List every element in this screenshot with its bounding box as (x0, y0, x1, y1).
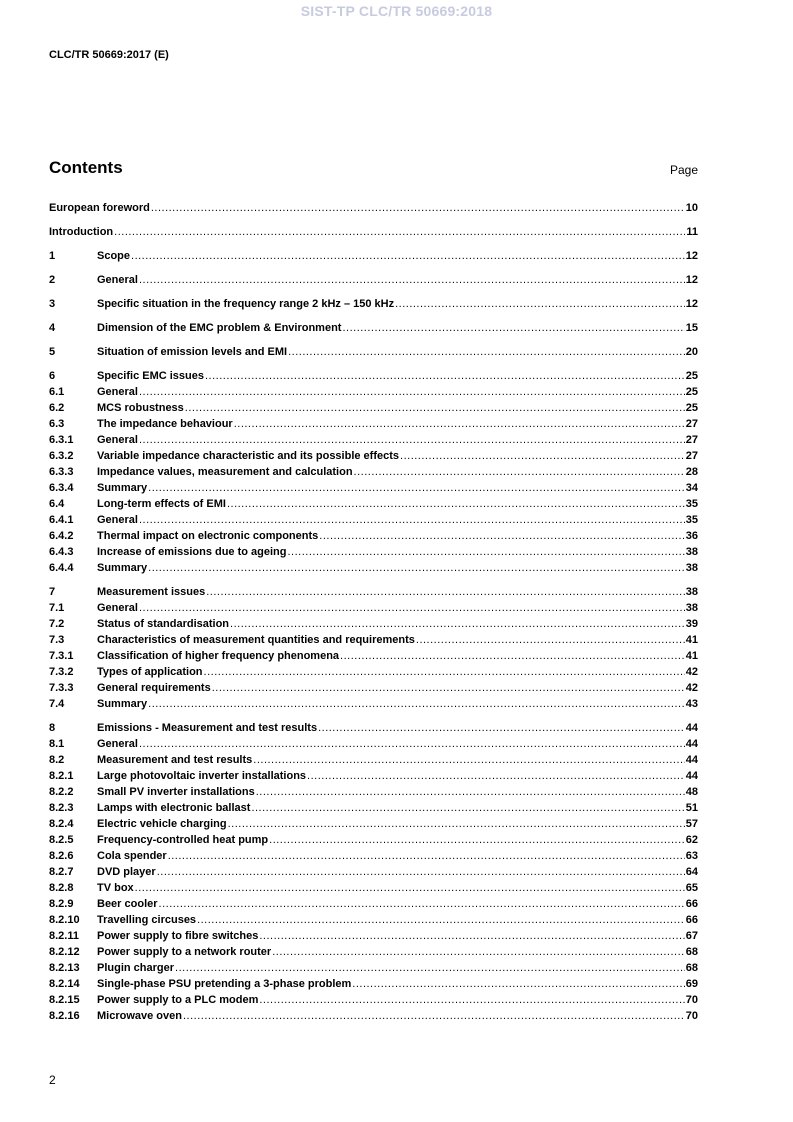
toc-leader-dots (139, 272, 685, 288)
toc-entry-page: 38 (685, 546, 698, 558)
toc-entry-title: Specific EMC issues (97, 370, 204, 382)
toc-entry-number: 8.2.12 (49, 946, 80, 958)
toc-leader-dots (139, 736, 685, 752)
toc-entry[interactable] (49, 680, 698, 696)
toc-entry-page: 27 (685, 418, 698, 430)
toc-entry-number: 6.4.1 (49, 514, 74, 526)
toc-leader-dots (183, 1008, 685, 1024)
toc-entry-page: 44 (685, 770, 698, 782)
toc-entry-title: Specific situation in the frequency range 2 kHz – 150 kHz (97, 298, 395, 310)
toc-entry-number: 8.2.1 (49, 770, 74, 782)
toc-entry-page: 43 (685, 698, 698, 710)
toc-entry-title: Status of standardisation (97, 618, 230, 630)
toc-entry-number: 8.2.5 (49, 834, 74, 846)
toc-entry-title: Electric vehicle charging (97, 818, 227, 830)
toc-entry[interactable] (49, 664, 698, 680)
toc-entry-title: General (97, 274, 138, 286)
page-column-label: Page (669, 163, 698, 177)
toc-leader-dots (148, 696, 685, 712)
contents-heading: Contents (49, 158, 123, 177)
toc-leader-dots (114, 224, 685, 240)
toc-entry-page: 57 (685, 818, 698, 830)
toc-leader-dots (342, 320, 684, 336)
toc-entry-number: 3 (49, 298, 56, 310)
toc-entry-page: 70 (685, 1010, 698, 1022)
toc-leader-dots (354, 464, 685, 480)
document-id: CLC/TR 50669:2017 (E) (49, 49, 169, 61)
toc-entry-title: Beer cooler (97, 898, 158, 910)
toc-entry-page: 35 (685, 498, 698, 510)
toc-entry-page: 41 (685, 634, 698, 646)
toc-entry-title: Single-phase PSU pretending a 3-phase problem (97, 978, 352, 990)
toc-leader-dots (131, 248, 685, 264)
toc-entry-number: 8.2.14 (49, 978, 80, 990)
toc-leader-dots (197, 912, 685, 928)
toc-entry-title: Long-term effects of EMI (97, 498, 226, 510)
toc-entry-number: 6.3.2 (49, 450, 74, 462)
toc-entry-page: 63 (685, 850, 698, 862)
toc-entry[interactable] (49, 224, 698, 240)
page-number: 2 (49, 1073, 56, 1087)
toc-entry-number: 6.4.3 (49, 546, 74, 558)
toc-entry-page: 15 (685, 322, 698, 334)
toc-leader-dots (340, 648, 685, 664)
toc-entry-page: 41 (685, 650, 698, 662)
toc-entry-title: Dimension of the EMC problem & Environment (97, 322, 342, 334)
toc-leader-dots (230, 616, 685, 632)
toc-entry-number: 6.3.3 (49, 466, 74, 478)
toc-entry-number: 7.3.1 (49, 650, 74, 662)
toc-entry[interactable] (49, 752, 698, 768)
toc-entry[interactable] (49, 896, 698, 912)
toc-entry-number: 2 (49, 274, 56, 286)
toc-entry[interactable] (49, 448, 698, 464)
toc-entry[interactable] (49, 432, 698, 448)
toc-entry-number: 6.1 (49, 386, 65, 398)
toc-entry-title: Types of application (97, 666, 203, 678)
toc-entry-page: 36 (685, 530, 698, 542)
table-of-contents (49, 200, 698, 1024)
toc-leader-dots (318, 720, 685, 736)
toc-entry-page: 38 (685, 586, 698, 598)
toc-entry-number: 4 (49, 322, 56, 334)
toc-leader-dots (259, 992, 684, 1008)
toc-leader-dots (148, 480, 685, 496)
toc-entry-title: Increase of emissions due to ageing (97, 546, 287, 558)
toc-entry-title: Summary (97, 562, 148, 574)
toc-entry-number: 8.2 (49, 754, 65, 766)
toc-leader-dots (139, 600, 685, 616)
toc-entry-page: 38 (685, 562, 698, 574)
toc-entry-page: 25 (685, 370, 698, 382)
toc-leader-dots (139, 384, 685, 400)
toc-entry-number: 8.2.6 (49, 850, 74, 862)
toc-entry-title: Large photovoltaic inverter installations (97, 770, 307, 782)
toc-entry-page: 10 (685, 202, 698, 214)
toc-entry-number: 7.3.2 (49, 666, 74, 678)
toc-entry[interactable] (49, 584, 698, 600)
toc-leader-dots (185, 400, 685, 416)
toc-entry-page: 42 (685, 666, 698, 678)
toc-entry[interactable] (49, 200, 698, 216)
toc-entry-number: 8 (49, 722, 56, 734)
toc-leader-dots (204, 664, 685, 680)
toc-entry-title: General (97, 602, 138, 614)
toc-leader-dots (416, 632, 685, 648)
toc-entry[interactable] (49, 912, 698, 928)
toc-entry-number: 8.2.4 (49, 818, 74, 830)
toc-entry[interactable] (49, 544, 698, 560)
toc-entry[interactable] (49, 928, 698, 944)
toc-entry[interactable] (49, 832, 698, 848)
toc-entry-number: 1 (49, 250, 56, 262)
toc-entry-page: 20 (685, 346, 698, 358)
toc-entry-title: MCS robustness (97, 402, 184, 414)
toc-entry[interactable] (49, 400, 698, 416)
toc-entry-number: 8.2.13 (49, 962, 80, 974)
toc-entry-page: 35 (685, 514, 698, 526)
toc-entry-number: 6.4.4 (49, 562, 74, 574)
toc-leader-dots (168, 848, 685, 864)
toc-entry[interactable] (49, 296, 698, 312)
toc-entry[interactable] (49, 248, 698, 264)
toc-entry-number: 7.2 (49, 618, 65, 630)
toc-entry-title: Summary (97, 482, 148, 494)
toc-entry-number: 5 (49, 346, 56, 358)
toc-entry-number: 6 (49, 370, 56, 382)
toc-entry-title: General (97, 434, 138, 446)
toc-leader-dots (205, 368, 685, 384)
toc-entry-title: Plugin charger (97, 962, 175, 974)
toc-entry[interactable] (49, 344, 698, 360)
toc-leader-dots (400, 448, 685, 464)
toc-entry-title: Small PV inverter installations (97, 786, 255, 798)
toc-entry[interactable] (49, 384, 698, 400)
toc-entry-page: 44 (685, 754, 698, 766)
toc-entry-page: 65 (685, 882, 698, 894)
toc-entry-page: 12 (685, 298, 698, 310)
toc-entry-title: Cola spender (97, 850, 167, 862)
toc-entry-page: 48 (685, 786, 698, 798)
toc-entry-title: Measurement and test results (97, 754, 253, 766)
toc-leader-dots (256, 784, 685, 800)
toc-leader-dots (307, 768, 685, 784)
toc-entry-page: 70 (685, 994, 698, 1006)
toc-entry-number: 8.2.3 (49, 802, 74, 814)
toc-leader-dots (234, 416, 685, 432)
toc-entry-number: 7.3 (49, 634, 65, 646)
toc-entry-title: Travelling circuses (97, 914, 197, 926)
toc-entry-number: 6.4.2 (49, 530, 74, 542)
toc-entry[interactable] (49, 960, 698, 976)
toc-entry[interactable] (49, 464, 698, 480)
toc-entry[interactable] (49, 416, 698, 432)
toc-entry-page: 27 (685, 450, 698, 462)
toc-entry-title: Microwave oven (97, 1010, 182, 1022)
toc-entry[interactable] (49, 480, 698, 496)
toc-entry-title: Situation of emission levels and EMI (97, 346, 288, 358)
toc-entry-number: 6.4 (49, 498, 65, 510)
toc-leader-dots (288, 544, 685, 560)
toc-entry-title: Variable impedance characteristic and its possible effects (97, 450, 400, 462)
toc-entry-number: 7 (49, 586, 56, 598)
toc-entry-number: 6.3.1 (49, 434, 74, 446)
toc-leader-dots (139, 512, 685, 528)
toc-leader-dots (251, 800, 684, 816)
toc-leader-dots (352, 976, 684, 992)
toc-entry-page: 44 (685, 738, 698, 750)
toc-entry-title: Scope (97, 250, 131, 262)
toc-entry[interactable] (49, 880, 698, 896)
toc-entry-number: 8.2.16 (49, 1010, 80, 1022)
toc-leader-dots (139, 432, 685, 448)
toc-entry[interactable] (49, 1008, 698, 1024)
toc-leader-dots (319, 528, 684, 544)
toc-entry[interactable] (49, 736, 698, 752)
toc-leader-dots (212, 680, 685, 696)
toc-entry[interactable] (49, 720, 698, 736)
toc-entry[interactable] (49, 616, 698, 632)
toc-entry-title: General requirements (97, 682, 211, 694)
toc-entry[interactable] (49, 992, 698, 1008)
toc-leader-dots (206, 584, 685, 600)
toc-entry[interactable] (49, 648, 698, 664)
toc-entry[interactable] (49, 768, 698, 784)
toc-entry[interactable] (49, 512, 698, 528)
toc-entry-number: 7.4 (49, 698, 65, 710)
toc-entry[interactable] (49, 560, 698, 576)
toc-entry[interactable] (49, 816, 698, 832)
toc-entry[interactable] (49, 600, 698, 616)
toc-entry-page: 69 (685, 978, 698, 990)
toc-entry-page: 67 (685, 930, 698, 942)
toc-entry-page: 12 (685, 274, 698, 286)
toc-entry-title: General (97, 514, 138, 526)
toc-entry-title: Power supply to a network router (97, 946, 272, 958)
toc-entry-title: Power supply to a PLC modem (97, 994, 259, 1006)
toc-entry-title: TV box (97, 882, 134, 894)
toc-entry[interactable] (49, 632, 698, 648)
toc-entry-number: 8.2.8 (49, 882, 74, 894)
toc-entry-number: 8.2.7 (49, 866, 74, 878)
toc-entry-title: Measurement issues (97, 586, 206, 598)
toc-entry-number: 6.2 (49, 402, 65, 414)
toc-entry-number: 8.2.10 (49, 914, 80, 926)
toc-entry-page: 12 (685, 250, 698, 262)
toc-entry-title: Impedance values, measurement and calculation (97, 466, 353, 478)
toc-entry-page: 68 (685, 946, 698, 958)
toc-leader-dots (253, 752, 684, 768)
toc-entry-page: 27 (685, 434, 698, 446)
toc-entry-title: Emissions - Measurement and test results (97, 722, 318, 734)
toc-leader-dots (148, 560, 685, 576)
toc-leader-dots (135, 880, 685, 896)
toc-entry-number: 8.1 (49, 738, 65, 750)
toc-entry-title: DVD player (97, 866, 156, 878)
toc-entry[interactable] (49, 320, 698, 336)
toc-entry[interactable] (49, 368, 698, 384)
toc-leader-dots (288, 344, 685, 360)
toc-entry[interactable] (49, 784, 698, 800)
toc-entry-page: 25 (685, 402, 698, 414)
toc-entry-number: 6.3.4 (49, 482, 74, 494)
toc-entry-title: The impedance behaviour (97, 418, 233, 430)
toc-entry[interactable] (49, 272, 698, 288)
watermark: SIST-TP CLC/TR 50669:2018 (300, 3, 493, 19)
toc-entry-page: 64 (685, 866, 698, 878)
toc-leader-dots (269, 832, 685, 848)
toc-entry[interactable] (49, 944, 698, 960)
toc-entry-title: Lamps with electronic ballast (97, 802, 251, 814)
toc-entry[interactable] (49, 976, 698, 992)
toc-entry-page: 66 (685, 898, 698, 910)
toc-entry[interactable] (49, 800, 698, 816)
toc-leader-dots (272, 944, 685, 960)
toc-entry-page: 44 (685, 722, 698, 734)
toc-leader-dots (175, 960, 685, 976)
toc-entry-number: 7.1 (49, 602, 65, 614)
toc-entry-page: 11 (686, 226, 698, 238)
toc-entry-title: General (97, 386, 138, 398)
toc-entry-page: 66 (685, 914, 698, 926)
toc-entry-page: 42 (685, 682, 698, 694)
toc-entry[interactable] (49, 864, 698, 880)
toc-entry-number: 8.2.11 (49, 930, 79, 942)
toc-entry-page: 39 (685, 618, 698, 630)
toc-leader-dots (395, 296, 685, 312)
toc-entry-title: Characteristics of measurement quantities and requirements (97, 634, 415, 646)
toc-entry-number: 7.3.3 (49, 682, 74, 694)
toc-leader-dots (227, 496, 685, 512)
toc-entry[interactable] (49, 696, 698, 712)
toc-entry-title: Thermal impact on electronic components (97, 530, 319, 542)
toc-entry-number: 8.2.2 (49, 786, 74, 798)
toc-entry[interactable] (49, 496, 698, 512)
toc-entry-title: Classification of higher frequency phenomena (97, 650, 340, 662)
toc-entry-title: Summary (97, 698, 148, 710)
toc-entry-page: 68 (685, 962, 698, 974)
toc-entry-title: General (97, 738, 138, 750)
toc-entry-number: 6.3 (49, 418, 65, 430)
toc-entry-page: 28 (685, 466, 698, 478)
toc-leader-dots (259, 928, 684, 944)
toc-entry-title: Introduction (49, 226, 114, 238)
toc-entry-page: 25 (685, 386, 698, 398)
toc-entry-title: European foreword (49, 202, 150, 214)
toc-entry-title: Frequency-controlled heat pump (97, 834, 269, 846)
toc-entry-page: 38 (685, 602, 698, 614)
toc-entry-title: Power supply to fibre switches (97, 930, 259, 942)
toc-entry-page: 34 (685, 482, 698, 494)
toc-leader-dots (228, 816, 685, 832)
toc-entry[interactable] (49, 528, 698, 544)
toc-entry[interactable] (49, 848, 698, 864)
toc-entry-page: 51 (685, 802, 698, 814)
toc-leader-dots (151, 200, 685, 216)
toc-leader-dots (157, 864, 685, 880)
toc-entry-page: 62 (685, 834, 698, 846)
toc-leader-dots (159, 896, 685, 912)
toc-entry-number: 8.2.9 (49, 898, 74, 910)
toc-entry-number: 8.2.15 (49, 994, 80, 1006)
